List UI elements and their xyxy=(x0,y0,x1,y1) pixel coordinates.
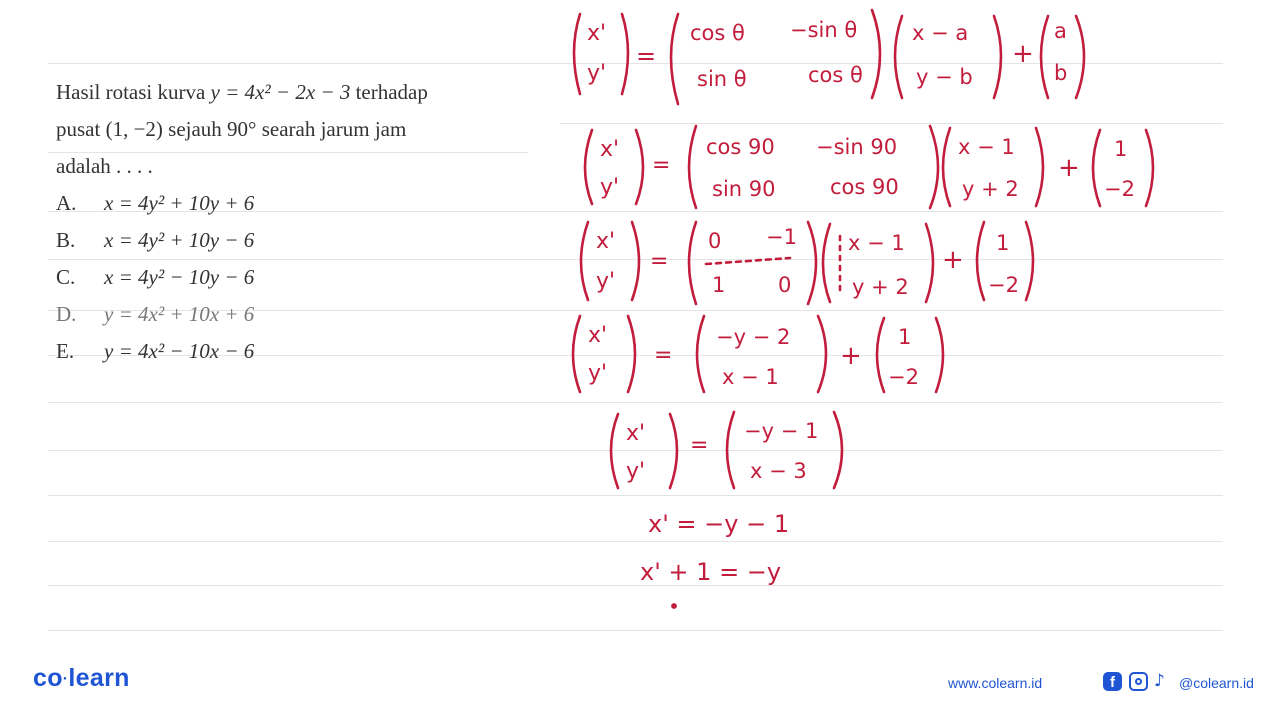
bracket xyxy=(581,222,588,300)
website-url: www.colearn.id xyxy=(948,675,1043,691)
work-row-4 xyxy=(573,316,943,392)
bracket xyxy=(1041,16,1048,98)
bracket xyxy=(632,222,639,300)
question-line-1: Hasil rotasi kurva y = 4x² − 2x − 3 terhadap xyxy=(56,80,428,104)
instagram-icon xyxy=(1129,672,1148,691)
ruled-line xyxy=(48,630,1223,631)
work-line-7: x' + 1 = −y xyxy=(640,558,782,586)
work-text: −sin 90 xyxy=(816,135,898,159)
work-text: y − b xyxy=(916,65,973,89)
bracket xyxy=(808,222,816,304)
bracket xyxy=(689,222,696,304)
work-text: x − 3 xyxy=(750,459,807,483)
work-text: cos 90 xyxy=(706,135,775,159)
bracket xyxy=(823,224,830,302)
option-a: A. x = 4y² + 10y + 6 xyxy=(56,191,255,215)
colearn-logo: co·learn xyxy=(33,664,130,692)
work-text: −y − 1 xyxy=(744,419,819,443)
bracket xyxy=(670,414,677,488)
bracket xyxy=(930,126,938,208)
work-text: 0 xyxy=(778,273,792,297)
work-text: + xyxy=(1058,153,1080,183)
work-text: y' xyxy=(596,269,616,294)
facebook-icon: f xyxy=(1103,672,1122,691)
work-text: 1 xyxy=(1114,137,1128,161)
bracket xyxy=(689,126,696,208)
work-text: cos 90 xyxy=(830,175,899,199)
work-text: = xyxy=(652,153,671,178)
bracket xyxy=(574,14,580,94)
ruled-line xyxy=(48,541,1223,542)
work-text: −sin θ xyxy=(790,18,858,42)
work-text: 1 xyxy=(898,325,912,349)
work-text: a xyxy=(1054,19,1067,43)
bracket xyxy=(697,316,704,392)
work-text: y + 2 xyxy=(852,275,909,299)
work-text: = xyxy=(654,343,673,368)
work-text: + xyxy=(1012,39,1034,69)
work-text: = xyxy=(690,433,709,458)
work-text: x' xyxy=(600,137,620,162)
bracket xyxy=(818,316,826,392)
work-text: cos θ xyxy=(808,63,863,87)
work-text: y' xyxy=(600,175,620,200)
work-text: sin 90 xyxy=(712,177,776,201)
question-line-2: pusat (1, −2) sejauh 90° searah jarum jam xyxy=(56,117,407,141)
option-b: B. x = 4y² + 10y − 6 xyxy=(56,228,255,252)
bracket xyxy=(872,10,880,98)
ruled-line xyxy=(48,63,1223,64)
bracket xyxy=(671,14,678,104)
work-text: x − a xyxy=(912,21,969,45)
work-text: sin θ xyxy=(697,67,747,91)
work-text: cos θ xyxy=(690,21,745,45)
bracket xyxy=(636,130,643,204)
bracket xyxy=(943,128,950,206)
bracket xyxy=(611,414,618,488)
work-text: −2 xyxy=(988,273,1019,297)
bracket xyxy=(622,14,628,94)
work-text: −y − 2 xyxy=(716,325,791,349)
bracket xyxy=(1146,130,1153,206)
work-text: x' xyxy=(588,323,608,348)
work-row-3 xyxy=(581,222,1033,304)
curve-equation: y = 4x² − 2x − 3 xyxy=(210,80,351,104)
ruled-line xyxy=(48,402,1223,403)
work-row-2 xyxy=(585,126,1153,208)
bracket xyxy=(585,130,592,204)
option-c: C. x = 4y² − 10y − 6 xyxy=(56,265,255,289)
work-text: y + 2 xyxy=(962,177,1019,201)
ruled-line xyxy=(560,123,1223,124)
question-text xyxy=(56,74,536,370)
work-text: −1 xyxy=(766,225,797,249)
work-row-1 xyxy=(574,10,1084,104)
bracket xyxy=(977,222,984,300)
work-text: 0 xyxy=(708,229,722,253)
bracket xyxy=(628,316,635,392)
work-text: x − 1 xyxy=(848,231,905,255)
bracket xyxy=(1026,222,1033,300)
bracket xyxy=(573,316,580,392)
work-text: x − 1 xyxy=(722,365,779,389)
ink-dot xyxy=(672,604,675,607)
work-text: y' xyxy=(626,459,646,484)
work-text: = xyxy=(650,249,669,274)
work-text: + xyxy=(840,341,862,371)
work-text: b xyxy=(1054,61,1068,85)
work-text: y' xyxy=(588,361,608,386)
work-line-6: x' = −y − 1 xyxy=(648,510,790,538)
work-text: −2 xyxy=(888,365,919,389)
work-text: = xyxy=(636,42,657,70)
bracket xyxy=(1036,128,1043,206)
bracket xyxy=(994,16,1001,98)
work-text: x' xyxy=(596,229,616,254)
work-text: + xyxy=(942,245,964,275)
bracket xyxy=(1076,16,1084,98)
work-text: x' xyxy=(626,421,646,446)
tiktok-icon: ♪ xyxy=(1154,671,1165,691)
option-e: E. y = 4x² − 10x − 6 xyxy=(56,339,255,363)
work-text: 1 xyxy=(712,273,726,297)
social-handle: @colearn.id xyxy=(1179,675,1254,691)
work-text: x − 1 xyxy=(958,135,1015,159)
bracket xyxy=(926,224,933,302)
ruled-line xyxy=(48,450,1223,451)
work-text: −2 xyxy=(1104,177,1135,201)
ruled-line xyxy=(48,495,1223,496)
bracket xyxy=(1093,130,1100,206)
ruled-line xyxy=(48,585,1223,586)
question-line-3: adalah . . . . xyxy=(56,154,153,178)
work-text: x' xyxy=(587,21,607,46)
bracket xyxy=(895,16,902,98)
work-text: 1 xyxy=(996,231,1010,255)
work-text: y' xyxy=(587,61,607,86)
option-d: D. y = 4x² + 10x + 6 xyxy=(56,302,255,326)
